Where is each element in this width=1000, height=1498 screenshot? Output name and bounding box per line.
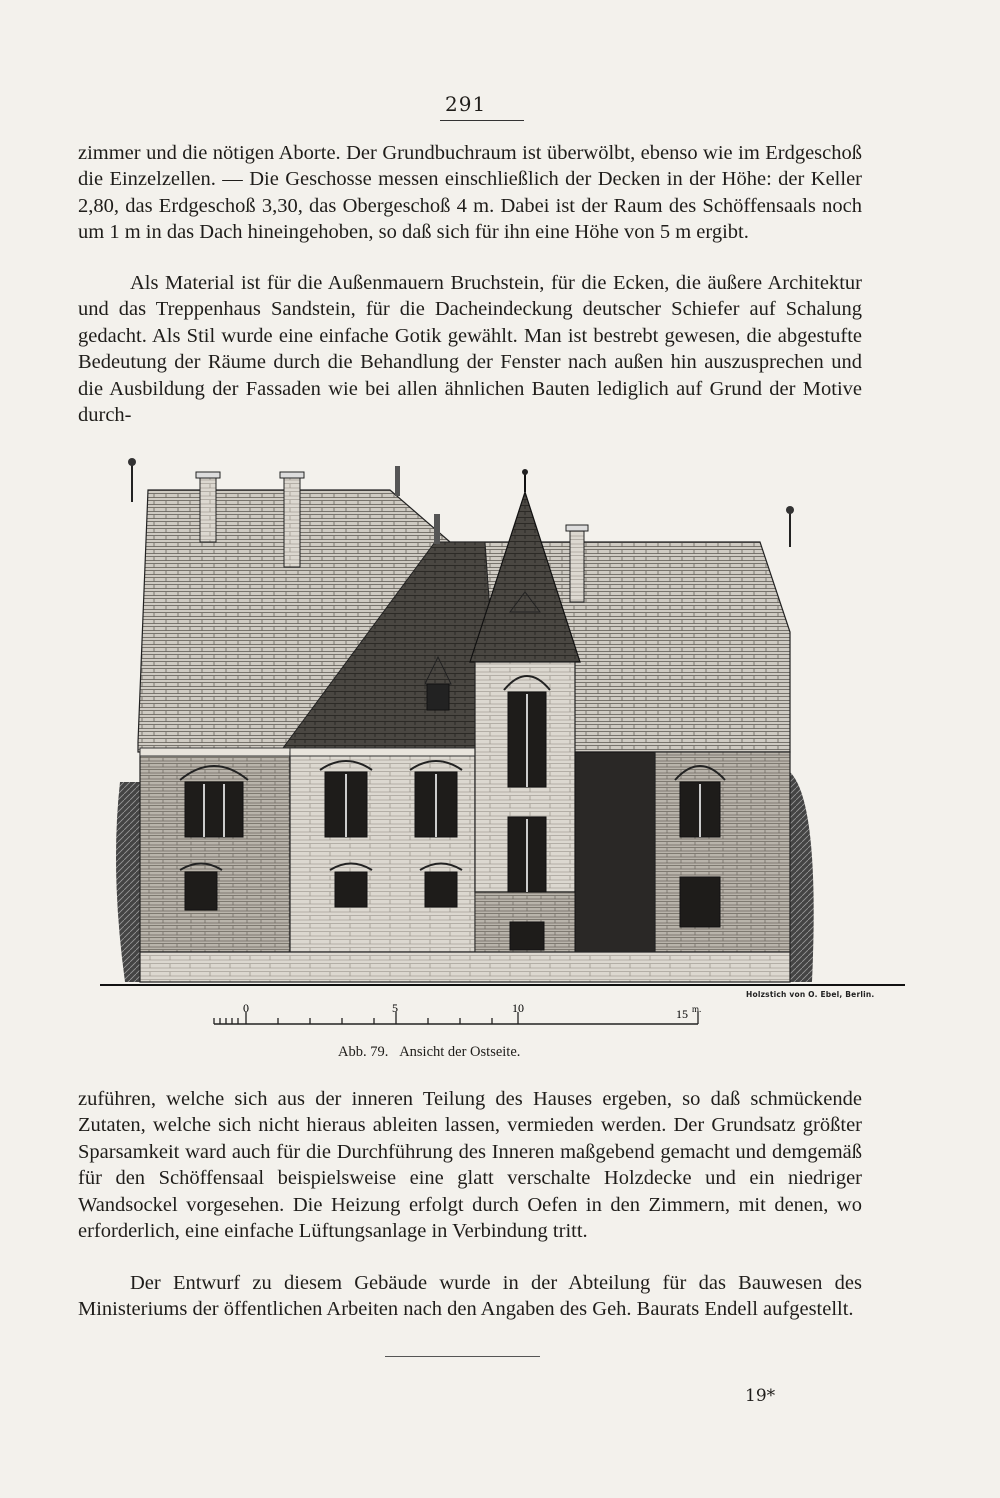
scale-label-0: 0	[243, 1001, 249, 1015]
scale-label-10: 10	[512, 1001, 524, 1015]
paragraph-2: Als Material ist für die Außenmauern Bruchstein, für die Ecken, die äußere Architektur und das Treppenhaus Sandstein, für die Dacheindeckung deutscher Schiefer auf Schalung gedacht. Als Stil wurde eine einfache Gotik gewählt. Man ist bestrebt gewesen, die abgestufte Bedeutung der Räume durch die Behandlung der Fenster nach außen hin auszusprechen und die Ausbildung der Fassaden wie bei allen ähnlichen Bauten lediglich auf Grund der Motive durch-	[78, 272, 862, 427]
engraver-credit: Holzstich von O. Ebel, Berlin.	[746, 990, 875, 999]
building-elevation-illustration	[100, 452, 905, 1012]
paragraph-4: Der Entwurf zu diesem Gebäude wurde in der Abteilung für das Bauwesen des Ministeriums der öffentlichen Arbeiten nach den Angaben des Geh. Baurats Endell aufgestellt.	[78, 1272, 862, 1321]
scale-label-5: 5	[392, 1001, 398, 1015]
footer-rule	[385, 1356, 540, 1357]
paragraph-1: zimmer und die nötigen Aborte. Der Grundbuchraum ist überwölbt, ebenso wie im Erdgeschoß die Einzelzellen. — Die Geschosse messen einschließlich der Decken in der Höhe: der Keller 2,80, das Erdgeschoß 3,30, das Obergeschoß 4 m. Dabei ist der Raum des Schöffensaals noch um 1 m in das Dach hineingehoben, so daß sich für ihn eine Höhe von 5 m ergibt.	[78, 142, 862, 244]
figure-label: Abb. 79.	[338, 1044, 389, 1060]
header-rule	[440, 120, 524, 121]
scale-bar	[212, 1000, 732, 1036]
page-number: 291	[445, 92, 487, 116]
scale-unit: m.	[692, 1004, 702, 1014]
paragraph-3: zuführen, welche sich aus der inneren Teilung des Hauses ergeben, so daß schmückende Zutaten, welche sich nicht hieraus ableiten lassen, vermieden werden. Der Grundsatz größter Sparsamkeit ward auch für die Durchführung des Inneren maßgebend gemacht und demgemäß für den Schöffensaal beispielsweise eine glatt verschalte Holzdecke und ein niedriger Wandsockel vorgesehen. Die Heizung erfolgt durch Oefen in den Zimmern, mit denen, wo erforderlich, eine einfache Lüftungsanlage in Verbindung tritt.	[78, 1088, 862, 1243]
figure-caption	[338, 1044, 520, 1061]
page-signature: 19*	[745, 1386, 776, 1406]
scale-label-15: 15	[676, 1007, 688, 1021]
figure-caption-text: Ansicht der Ostseite.	[399, 1044, 521, 1060]
